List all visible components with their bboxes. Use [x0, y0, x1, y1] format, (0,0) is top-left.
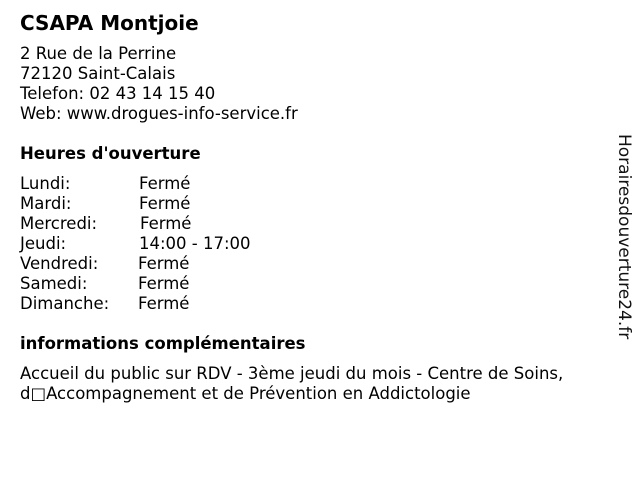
hours-value: Fermé: [138, 274, 190, 293]
additional-info-text: [20, 364, 610, 404]
city-postal-code: 72120 Saint-Calais: [20, 64, 176, 83]
info-line: Accueil du public sur RDV - 3ème jeudi du mois - Centre de Soins,: [20, 364, 564, 383]
day-label: Jeudi:: [20, 234, 67, 253]
site-watermark: Horairesdouverture24.fr: [614, 134, 634, 340]
hours-row-friday: [20, 254, 320, 274]
day-label: Mardi:: [20, 194, 72, 213]
hours-row-monday: [20, 174, 320, 194]
hours-value: Fermé: [140, 214, 192, 233]
hours-value: Fermé: [138, 294, 190, 313]
hours-row-wednesday: [20, 214, 320, 234]
hours-row-tuesday: [20, 194, 320, 214]
opening-hours-list: [20, 174, 320, 314]
opening-hours-heading: Heures d'ouverture: [20, 144, 201, 163]
hours-value: Fermé: [139, 194, 191, 213]
day-label: Vendredi:: [20, 254, 99, 273]
hours-row-thursday: [20, 234, 320, 254]
website: Web: www.drogues-info-service.fr: [20, 104, 298, 123]
hours-value: 14:00 - 17:00: [139, 234, 251, 253]
day-label: Samedi:: [20, 274, 88, 293]
info-line: d□Accompagnement et de Prévention en Addictologie: [20, 384, 471, 403]
hours-row-sunday: [20, 294, 320, 314]
hours-value: Fermé: [138, 254, 190, 273]
hours-row-saturday: [20, 274, 320, 294]
hours-value: Fermé: [139, 174, 191, 193]
business-name: CSAPA Montjoie: [20, 11, 199, 35]
additional-info-heading: informations complémentaires: [20, 334, 306, 353]
day-label: Dimanche:: [20, 294, 110, 313]
phone-number: Telefon: 02 43 14 15 40: [20, 84, 216, 103]
day-label: Mercredi:: [20, 214, 98, 233]
day-label: Lundi:: [20, 174, 71, 193]
address-block: [20, 44, 298, 124]
street-address: 2 Rue de la Perrine: [20, 44, 177, 63]
